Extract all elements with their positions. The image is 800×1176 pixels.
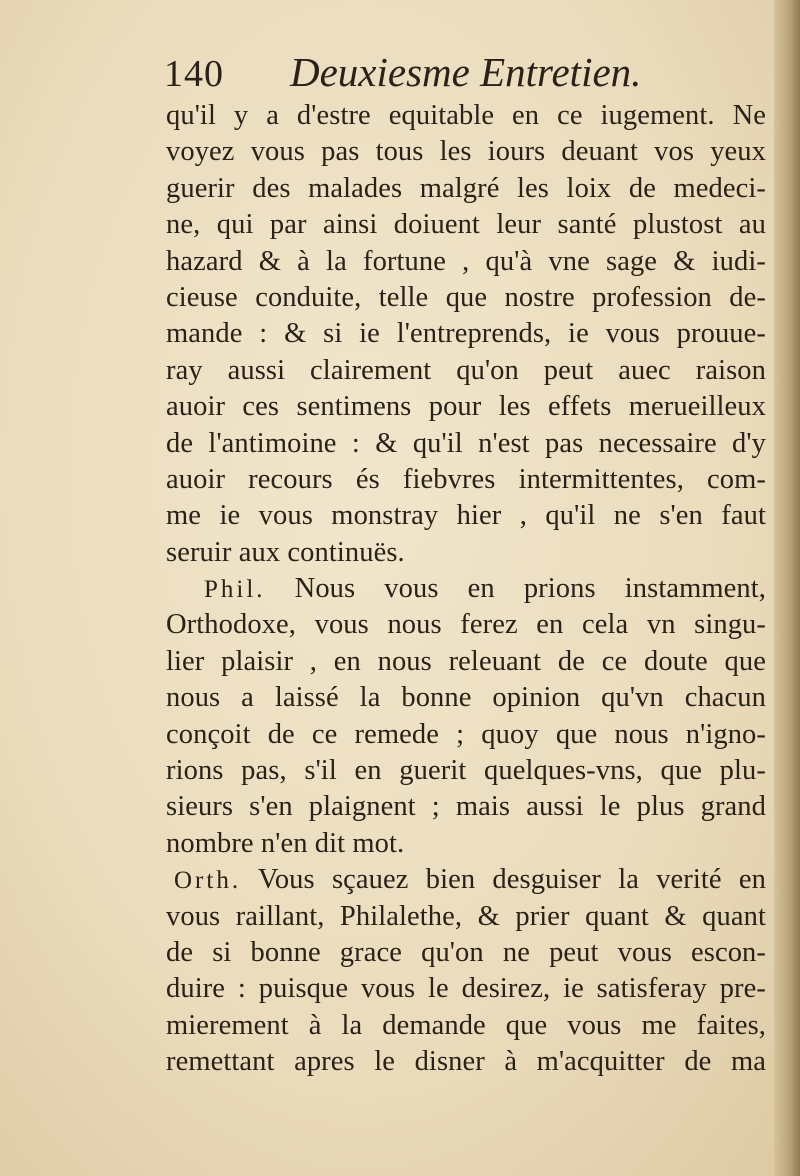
text-line: conçoit de ce remede ; quoy que nous n'igno-: [166, 718, 766, 750]
text-line: sieurs s'en plaignent ; mais aussi le plus grand: [166, 791, 766, 823]
text-line: lier plaisir , en nous releuant de ce doute que: [166, 645, 766, 677]
text-line: qu'il y a d'estre equitable en ce iugement. Ne: [166, 100, 766, 131]
speech-line: [166, 571, 766, 607]
page-number: 140: [164, 53, 224, 95]
text-line: Orthodoxe, vous nous ferez en cela vn singu-: [166, 609, 766, 641]
page-gutter: [774, 0, 800, 1176]
text-line: duire : puisque vous le desirez, ie satisferay pre-: [166, 973, 766, 1005]
text-span: Vous sçauez bien desguiser la verité en: [257, 864, 767, 896]
text-line: auoir recours és fiebvres intermittentes, com-: [166, 463, 766, 495]
text-line: vous raillant, Philalethe, & prier quant & quant: [166, 900, 766, 932]
text-line: cieuse conduite, telle que nostre profession de-: [166, 281, 766, 313]
text-line: remettant apres le disner à m'acquitter de ma: [166, 1046, 766, 1078]
running-title: Deuxiesme Entretien.: [290, 49, 642, 95]
text-line: ray aussi clairement qu'on peut auec raison: [166, 354, 766, 386]
text-line: nous a laissé la bonne opinion qu'vn chacun: [166, 682, 766, 714]
text-line: de si bonne grace qu'on ne peut vous escon-: [166, 936, 766, 968]
text-line: de l'antimoine : & qu'il n'est pas necessaire d'y: [166, 427, 766, 459]
text-line: hazard & à la fortune , qu'à vne sage & iudi-: [166, 245, 766, 277]
text-line: guerir des malades malgré les loix de medeci-: [166, 172, 766, 204]
text-line: mierement à la demande que vous me faites,: [166, 1009, 766, 1041]
text-line: auoir ces sentimens pour les effets merueilleux: [166, 391, 766, 423]
text-line: nombre n'en dit mot.: [166, 827, 405, 859]
text-span: Nous vous en prions instamment,: [294, 573, 766, 605]
text-line: rions pas, s'il en guerit quelques-vns, que plu-: [166, 755, 766, 787]
page-header: [164, 48, 674, 100]
text-line: mande : & si ie l'entreprends, ie vous prouue-: [166, 318, 766, 350]
text-line: seruir aux continuës.: [166, 536, 405, 568]
body-text: [166, 98, 766, 1081]
text-line: ne, qui par ainsi doiuent leur santé plustost au: [166, 209, 766, 241]
speaker-orth: Orth.: [174, 867, 242, 895]
text-line: voyez vous pas tous les iours deuant vos yeux: [166, 136, 766, 168]
text-line: me ie vous monstray hier , qu'il ne s'en faut: [166, 500, 766, 532]
speaker-phil: Phil.: [204, 576, 266, 604]
speech-line: [166, 862, 766, 898]
